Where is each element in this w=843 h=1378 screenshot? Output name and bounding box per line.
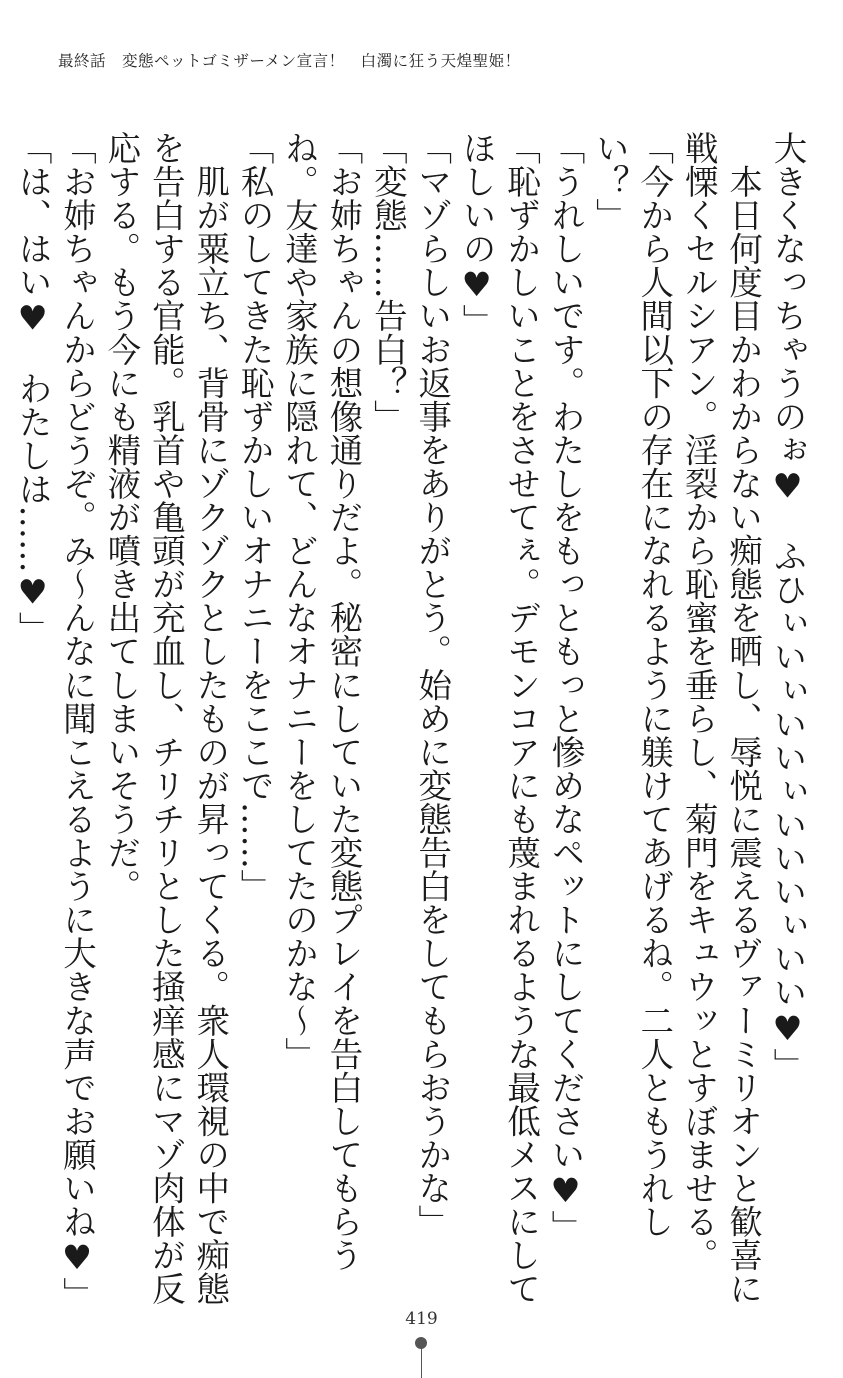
paragraph: 肌が粟立ち、背骨にゾクゾクとしたものが昇ってくる。衆人環視の中で痴態を告白する官能。乳首や亀頭が充血し、チリチリとした掻痒感にマゾ肉体が反応する。もう今にも精液が噴き出てしまいそうだ。 bbox=[101, 131, 230, 1306]
paragraph: 「変態……告白？」 bbox=[368, 131, 408, 433]
paragraph: 大きくなっちゃうのぉ♥ ふひぃいぃいいぃいいいぃいい♥」 bbox=[768, 131, 807, 1082]
page-number: 419 bbox=[405, 1309, 438, 1329]
paragraph: 「お姉ちゃんからどうぞ。み～んなに聞こえるように大きな声でお願いね♥」 bbox=[57, 131, 97, 1311]
paragraph: 「は、はい♥ わたしは……♥」 bbox=[13, 131, 53, 646]
paragraph: 「お姉ちゃんの想像通りだよ。秘密にしていた変態プレイを告白してもらうね。友達や家族に隠れて、どんなオナニーをしてたのかな～」 bbox=[279, 131, 363, 1272]
page-marker-stem bbox=[421, 1347, 422, 1378]
paragraph: 「マゾらしいお返事をありがとう。始めに変態告白をしてもらおうかな」 bbox=[412, 131, 452, 1239]
paragraph: 「うれしいです。わたしをもっともっと惨めなペットにしてください♥」 bbox=[545, 131, 585, 1244]
paragraph: 本日何度目かわからない痴態を晒し、辱悦に震えるヴァーミリオンと歓喜に戦慄くセルシアン。淫裂から恥蜜を垂らし、菊門をキュウッとすぼませる。 bbox=[679, 131, 763, 1306]
paragraph: 「恥ずかしいことをさせてぇ。デモンコアにも蔑まれるような最低メスにしてほしいの♥」 bbox=[457, 131, 541, 1306]
paragraph: 「今から人間以下の存在になれるように躾けてあげるね。二人ともうれしい？」 bbox=[590, 131, 674, 1239]
novel-text-block bbox=[10, 131, 809, 1316]
page-marker-icon bbox=[415, 1337, 427, 1378]
running-header: 最終話 変態ペットゴミザーメン宣言！ 白濁に狂う天煌聖姫！ bbox=[58, 52, 521, 70]
paragraph: 「私のしてきた恥ずかしいオナニーをここで……」 bbox=[235, 131, 275, 903]
